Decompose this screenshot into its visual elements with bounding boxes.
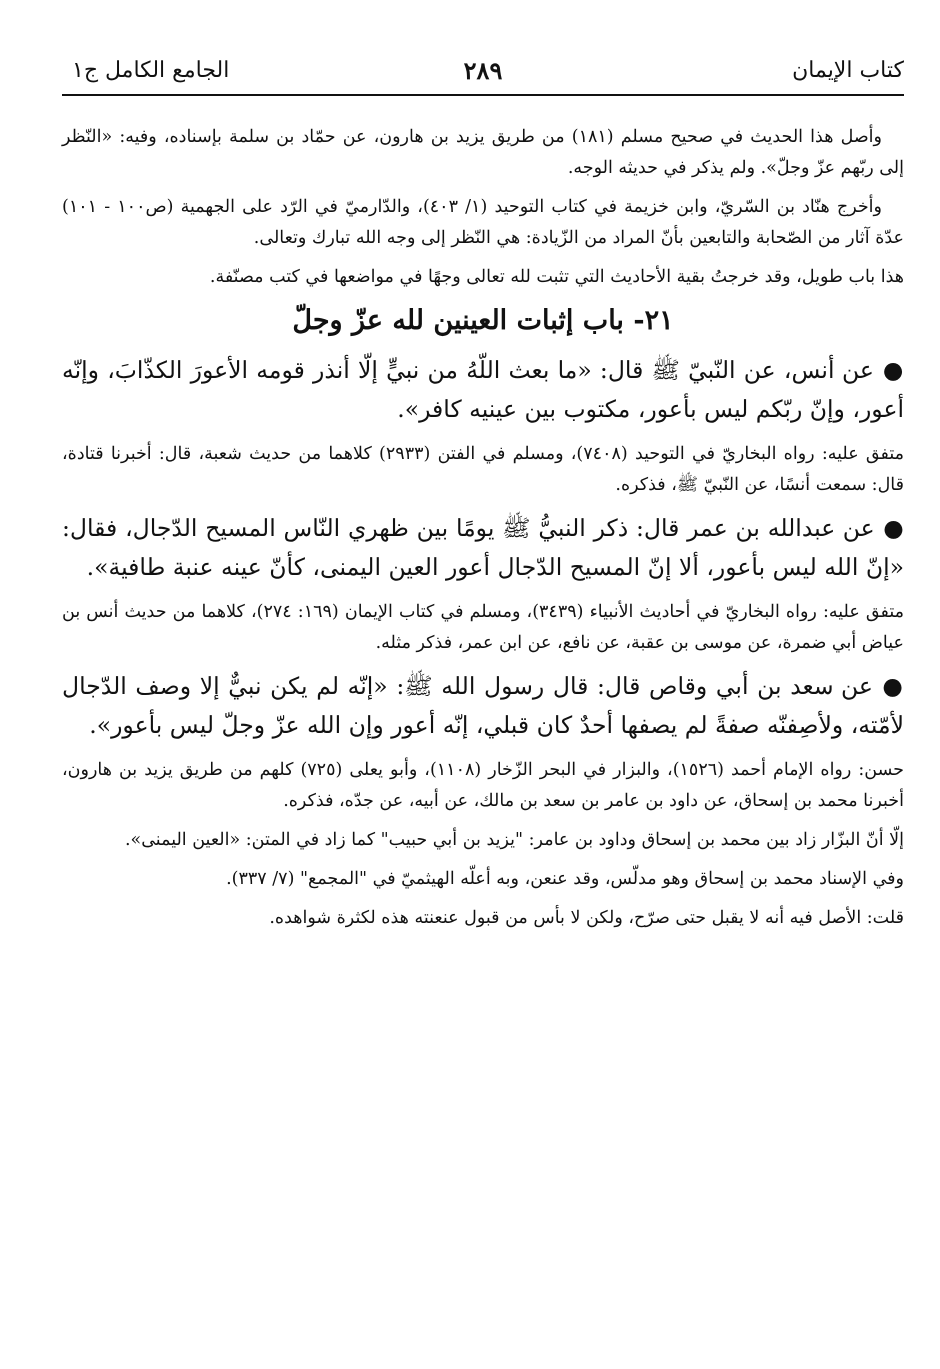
hadith-text <box>62 351 904 429</box>
book-page <box>62 50 904 1340</box>
book-title: الجامع الكامل ج١ <box>72 58 230 83</box>
book-section-title: كتاب الإيمان <box>792 58 904 83</box>
bullet-icon: ● <box>872 672 904 700</box>
bullet-icon: ● <box>873 356 904 384</box>
hadith-body: عن أنس، عن النّبيّ ﷺ قال: «ما بعث اللّهُ من نبيٍّ إلّا أنذر قومه الأعورَ الكذّابَ، وإنّه أعور، وإنّ ربّكم ليس بأعور، مكتوب بين عينيه كافر». <box>62 356 904 423</box>
takhrij-note: حسن: رواه الإمام أحمد (١٥٢٦)، والبزار في البحر الزّخار (١١٠٨)، وأبو يعلى (٧٢٥) كلهم من طريق يزيد بن هارون، أخبرنا محمد بن إسحاق، عن داود بن عامر بن سعد بن مالك، عن أبيه، عن جدّه، فذكره. <box>62 760 904 811</box>
takhrij-note: وفي الإسناد محمد بن إسحاق وهو مدلّس، وقد عنعن، وبه أعلّه الهيثميّ في "المجمع" (٧/ ٣٣٧). <box>226 869 904 889</box>
page-number: ٢٨٩ <box>463 56 503 85</box>
page-body <box>62 122 904 942</box>
header-rule <box>62 94 904 96</box>
hadith-body: عن سعد بن أبي وقاص قال: قال رسول الله ﷺ: «إنّه لم يكن نبيٌّ إلا وصف الدّجال لأمّته، ولأصِفنّه صفةً لم يصفها أحدٌ كان قبلي، إنّه أعور وإن الله عزّ وجلّ ليس بأعور». <box>62 672 904 739</box>
note-paragraph: وأخرج هنّاد بن السّريّ، وابن خزيمة في كتاب التوحيد (١/ ٤٠٣)، والدّارميّ في الرّد على الجهمية (ص١٠٠ - ١٠١) عدّة آثار من الصّحابة والتابعين بأنّ المراد من الزّيادة: هي النّظر إلى وجه الله تبارك وتعالى. <box>62 197 904 248</box>
takhrij-note: إلّا أنّ البزّار زاد بين محمد بن إسحاق وداود بن عامر: "يزيد بن أبي حبيب" كما زاد في المتن: «العين اليمنى». <box>124 830 904 850</box>
hadith-body: عن عبدالله بن عمر قال: ذكر النبيُّ ﷺ يومًا بين ظهري النّاس المسيح الدّجال، فقال: «إنّ الله ليس بأعور، ألا إنّ المسيح الدّجال أعور العين اليمنى، كأنّ عينه عنبة طافية». <box>62 514 904 581</box>
chapter-heading: ٢١- باب إثبات العينين لله عزّ وجلّ <box>292 305 674 336</box>
note-paragraph: هذا باب طويل، وقد خرجتُ بقية الأحاديث التي تثبت لله تعالى وجهًا في مواضعها في كتب مصنّفة. <box>209 267 904 287</box>
hadith-text <box>62 667 904 745</box>
note-paragraph: وأصل هذا الحديث في صحيح مسلم (١٨١) من طريق يزيد بن هارون، عن حمّاد بن سلمة بإسناده، وفيه: «النّظر إلى ربّهم عزّ وجلّ». ولم يذكر في حديثه الوجه. <box>62 127 904 178</box>
bullet-icon: ● <box>874 514 905 542</box>
hadith-text <box>62 509 904 587</box>
takhrij-note: متفق عليه: رواه البخاريّ في أحاديث الأنبياء (٣٤٣٩)، ومسلم في كتاب الإيمان (١٦٩: ٢٧٤)، كلاهما من حديث أنس بن عياض أبي ضمرة، عن موسى بن عقبة، عن نافع، عن ابن عمر، فذكر مثله. <box>62 602 904 653</box>
running-header <box>62 50 904 90</box>
takhrij-note: متفق عليه: رواه البخاريّ في التوحيد (٧٤٠٨)، ومسلم في الفتن (٢٩٣٣) كلاهما من حديث شعبة، قال: أخبرنا قتادة، قال: سمعت أنسًا، عن النّبيّ ﷺ، فذكره. <box>62 444 905 495</box>
takhrij-note: قلت: الأصل فيه أنه لا يقبل حتى صرّح، ولكن لا بأس من قبول عنعنته هذه لكثرة شواهده. <box>269 908 904 928</box>
